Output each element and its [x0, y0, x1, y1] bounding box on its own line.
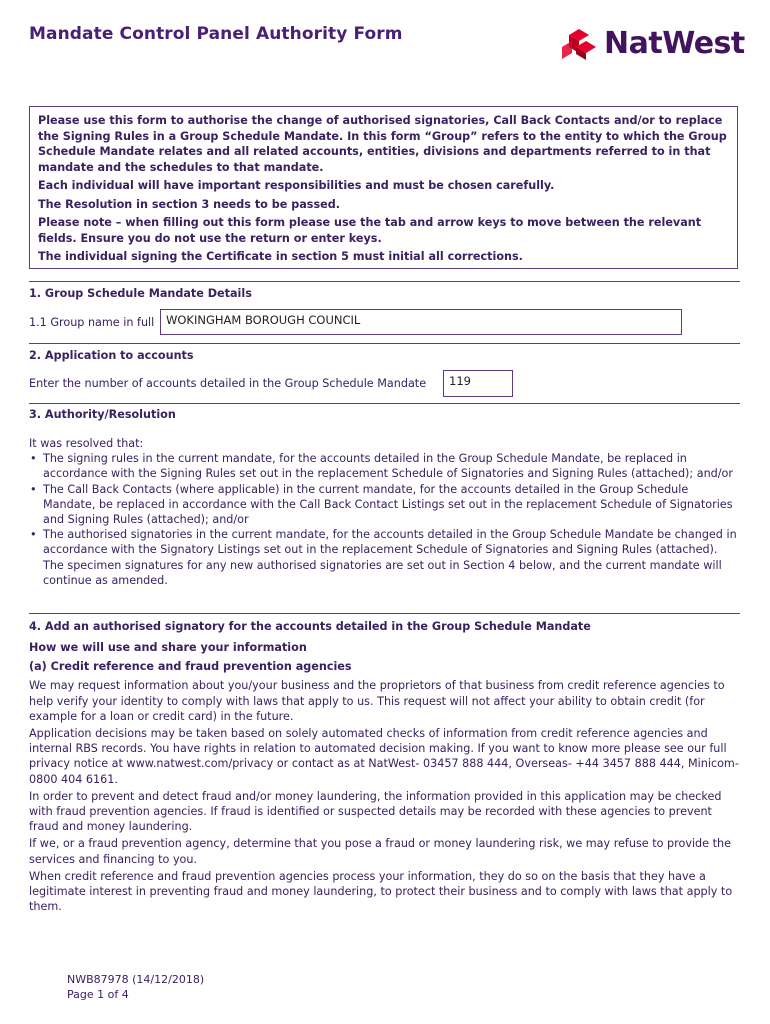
credit-reference-heading: (a) Credit reference and fraud prevention agencies — [29, 660, 352, 674]
page-title: Mandate Control Panel Authority Form — [29, 24, 403, 44]
section-1-heading: 1. Group Schedule Mandate Details — [29, 287, 252, 300]
instruction-paragraph: The Resolution in section 3 needs to be passed. — [38, 197, 340, 211]
section-divider — [29, 343, 740, 344]
instructions-box — [29, 106, 738, 269]
list-item: • The signing rules in the current mandate, for the accounts detailed in the Group Schedule Mandate, be replaced in accordance with the Signing Rules set out in the replacement Schedule of Signatories and Signing Rules (attached); and/or — [29, 451, 741, 481]
privacy-paragraph: In order to prevent and detect fraud and/or money laundering, the information provided in this application may be checked with fraud prevention agencies. If fraud is identified or suspected details may be recorded with these agencies to prevent fraud and money laundering. — [29, 789, 722, 834]
page-number: Page 1 of 4 — [67, 988, 129, 1001]
page-footer — [67, 972, 204, 1002]
resolution-list — [29, 451, 741, 588]
natwest-cubes-icon — [560, 27, 598, 61]
instruction-paragraph: Please note – when filling out this form please use the tab and arrow keys to move between the relevant fields. Ensure you do not use the return or enter keys. — [38, 216, 702, 245]
group-name-field[interactable]: WOKINGHAM BOROUGH COUNCIL — [160, 309, 682, 335]
section-3-heading: 3. Authority/Resolution — [29, 408, 176, 421]
list-item: • The Call Back Contacts (where applicable) in the current mandate, for the accounts detailed in the Group Schedule Mandate, be replaced in accordance with the Call Back Contact Listings set out in the replacement Schedule of Signatories and Signing Rules (attached); and/or — [29, 482, 741, 528]
group-name-label: 1.1 Group name in full — [29, 316, 155, 329]
account-count-field[interactable]: 119 — [443, 370, 513, 397]
section-2-heading: 2. Application to accounts — [29, 349, 194, 362]
form-reference: NWB87978 (14/12/2018) — [67, 973, 205, 986]
privacy-paragraph: Application decisions may be taken based on solely automated checks of information from credit reference agencies and internal RBS records. You have rights in relation to automated decision making. If you want to know more please see our full privacy notice at www.natwest.com/privacy or contact as at NatWest- 03457 888 444, Overseas- +44 3457 888 444, Minicom- 0800 404 6161. — [29, 727, 739, 786]
logo-wordmark: NatWest — [604, 26, 745, 61]
instruction-paragraph: Please use this form to authorise the change of authorised signatories, Call Back Contacts and/or to replace the Signing Rules in a Group Schedule Mandate. In this form “Group” refers to the entity to which the Group Schedule Mandate relates and all related accounts, entities, divisions and departments referred to in that mandate and the schedules to that mandate. — [38, 114, 727, 174]
section-4-heading: 4. Add an authorised signatory for the accounts detailed in the Group Schedule Mandate — [29, 620, 591, 633]
privacy-paragraph: If we, or a fraud prevention agency, determine that you pose a fraud or money laundering risk, we may refuse to provide the services and financing to you. — [29, 837, 731, 866]
privacy-text — [29, 640, 741, 916]
list-item: • The authorised signatories in the current mandate, for the accounts detailed in the Group Schedule Mandate be changed in accordance with the Signatory Listings set out in the replacement Schedule of Signatories and Signing Rules (attached). The specimen signatures for any new authorised signatories are set out in Section 4 below, and the current mandate will continue as amended. — [29, 527, 741, 588]
account-count-label: Enter the number of accounts detailed in the Group Schedule Mandate — [29, 377, 427, 390]
resolution-lead: It was resolved that: — [29, 437, 144, 450]
resolution-text — [29, 436, 741, 588]
privacy-subheading: How we will use and share your information — [29, 641, 307, 654]
natwest-logo — [560, 26, 745, 61]
section-divider — [29, 613, 740, 614]
instruction-paragraph: The individual signing the Certificate in section 5 must initial all corrections. — [38, 250, 523, 263]
privacy-paragraph: When credit reference and fraud prevention agencies process your information, they do so on the basis that they have a legitimate interest in preventing fraud and money laundering, to protect their business and to comply with laws that apply to them. — [29, 869, 733, 914]
section-divider — [29, 403, 740, 404]
instruction-paragraph: Each individual will have important responsibilities and must be chosen carefully. — [38, 179, 555, 192]
section-divider — [29, 281, 740, 282]
privacy-paragraph: We may request information about you/your business and the proprietors of that business from credit reference agencies to help verify your identity to comply with laws that apply to us. This request will not affect your ability to obtain credit (for example for a loan or credit card) in the future. — [29, 679, 725, 723]
